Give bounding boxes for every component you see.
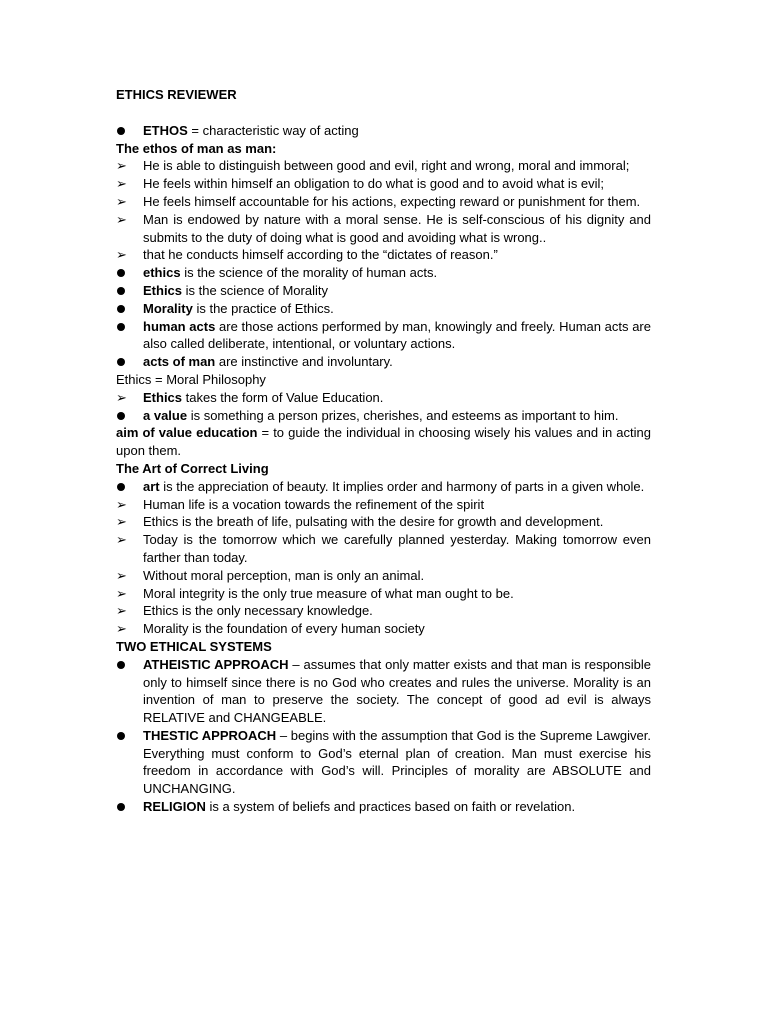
list-item [116,140,651,158]
item-text: He is able to distinguish between good and evil, right and wrong, moral and immoral; [143,158,630,174]
arrow-bullet-icon: ➢ [116,193,127,209]
list-item [116,798,651,816]
item-term: The Art of Correct Living [116,460,269,476]
arrow-bullet-icon: ➢ [116,621,127,637]
list-item [116,460,651,478]
item-text: He feels within himself an obligation to do what is good and to avoid what is evil; [143,176,605,192]
list-item [116,478,651,496]
arrow-bullet-icon: ➢ [116,567,127,583]
bullet-dot-icon [117,483,125,491]
list-item [116,300,651,318]
arrow-bullet-icon: ➢ [116,158,127,174]
bullet-icon [116,122,132,140]
list-item [116,211,651,247]
item-text: Ethics is the breath of life, pulsating with the desire for growth and development. [143,514,604,530]
item-text: Ethics is the only necessary knowledge. [143,603,373,619]
bullet-dot-icon [117,803,125,811]
bullet-dot-icon [117,127,125,135]
document-page [116,86,651,816]
item-text: He feels himself accountable for his actions, expecting reward or punishment for them. [143,193,641,209]
item-text: Man is endowed by nature with a moral sense. He is self-conscious of his dignity and submits to the duty of doing what is good and avoiding what is wrong.. [143,211,651,245]
bullet-icon [116,798,132,816]
item-text: = characteristic way of acting [187,122,359,138]
arrow-bullet-icon: ➢ [116,247,127,263]
list-item [116,407,651,425]
item-text: are those actions performed by man, knowingly and freely. Human acts are also called deliberate, intentional, or voluntary actions. [143,318,651,352]
bullet-icon [116,656,132,674]
item-text: is the science of Morality [182,282,328,298]
item-text: = to guide the individual in choosing wisely his values and in acting upon them. [116,425,651,459]
item-text: is the science of the morality of human acts. [180,265,438,281]
bullet-dot-icon [117,358,125,366]
item-term: TWO ETHICAL SYSTEMS [116,638,272,654]
arrow-bullet-icon: ➢ [116,389,127,405]
list-item [116,353,651,371]
item-text: – begins with the assumption that God is the Supreme Lawgiver. Everything must conform to God’s eternal plan of creation. Man must exercise his freedom in accordance with God’s will. Principles of morality are ABSOLUTE and UNCHANGING. [143,727,651,797]
list-item [116,585,651,603]
bullet-icon [116,300,132,318]
arrow-bullet-icon: ➢ [116,585,127,601]
item-text: Ethics = Moral Philosophy [116,371,266,387]
item-term: ethics [143,265,181,281]
item-text: Today is the tomorrow which we carefully planned yesterday. Making tomorrow even farther than today. [143,532,651,565]
bullet-dot-icon [117,732,125,740]
item-text: Human life is a vocation towards the refinement of the spirit [143,496,485,512]
reviewer-list [116,122,651,816]
bullet-dot-icon [117,661,125,669]
item-term: The ethos of man as man: [116,140,277,156]
list-item [116,246,651,264]
bullet-icon [116,407,132,425]
arrow-bullet-icon: ➢ [116,211,127,227]
item-text: Without moral perception, man is only an animal. [143,567,425,583]
item-term: Ethics [143,389,183,405]
list-item [116,620,651,638]
list-item [116,531,651,567]
item-term: ETHOS [143,122,188,138]
item-term: THESTIC APPROACH [143,727,277,743]
list-item [116,638,651,656]
list-item [116,496,651,514]
bullet-dot-icon [117,305,125,313]
bullet-dot-icon [117,323,125,331]
list-item [116,157,651,175]
item-text: – assumes that only matter exists and that man is responsible only to himself since there is no God who creates and rules the universe. Morality is an invention of man to preserve the society. The concept of good ad evil is always RELATIVE and CHANGEABLE. [143,656,651,726]
list-item [116,567,651,585]
item-text: are instinctive and involuntary. [215,354,393,370]
list-item [116,656,651,727]
list-item [116,513,651,531]
list-item [116,371,651,389]
arrow-bullet-icon: ➢ [116,176,127,192]
list-item [116,727,651,798]
list-item [116,424,651,460]
bullet-icon [116,282,132,300]
bullet-icon [116,478,132,496]
bullet-icon [116,727,132,745]
item-term: human acts [143,318,216,334]
item-text: Moral integrity is the only true measure of what man ought to be. [143,585,514,601]
bullet-icon [116,318,132,336]
bullet-dot-icon [117,412,125,420]
item-term: a value [143,407,188,423]
list-item [116,175,651,193]
item-text: takes the form of Value Education. [182,389,384,405]
arrow-bullet-icon: ➢ [116,514,127,530]
bullet-dot-icon [117,269,125,277]
list-item [116,282,651,300]
item-text: is the practice of Ethics. [192,300,334,316]
list-item [116,122,651,140]
item-text: is a system of beliefs and practices based on faith or revelation. [205,799,576,815]
arrow-bullet-icon: ➢ [116,532,127,548]
arrow-bullet-icon: ➢ [116,603,127,619]
item-term: acts of man [143,354,216,370]
list-item [116,318,651,354]
list-item [116,264,651,282]
item-term: Ethics [143,282,183,298]
item-term: aim of value education [116,425,258,441]
item-text: Morality is the foundation of every human society [143,621,425,637]
list-item [116,389,651,407]
item-term: Morality [143,300,193,316]
bullet-icon [116,353,132,371]
item-text: is the appreciation of beauty. It implies order and harmony of parts in a given whole. [159,478,645,494]
list-item [116,602,651,620]
arrow-bullet-icon: ➢ [116,496,127,512]
item-text: that he conducts himself according to the “dictates of reason.” [143,247,498,263]
document-title: ETHICS REVIEWER [116,87,237,102]
item-text: is something a person prizes, cherishes, and esteems as important to him. [187,407,619,423]
item-term: RELIGION [143,799,206,815]
list-item [116,193,651,211]
bullet-dot-icon [117,287,125,295]
item-term: art [143,478,160,494]
item-term: ATHEISTIC APPROACH [143,656,289,672]
bullet-icon [116,264,132,282]
